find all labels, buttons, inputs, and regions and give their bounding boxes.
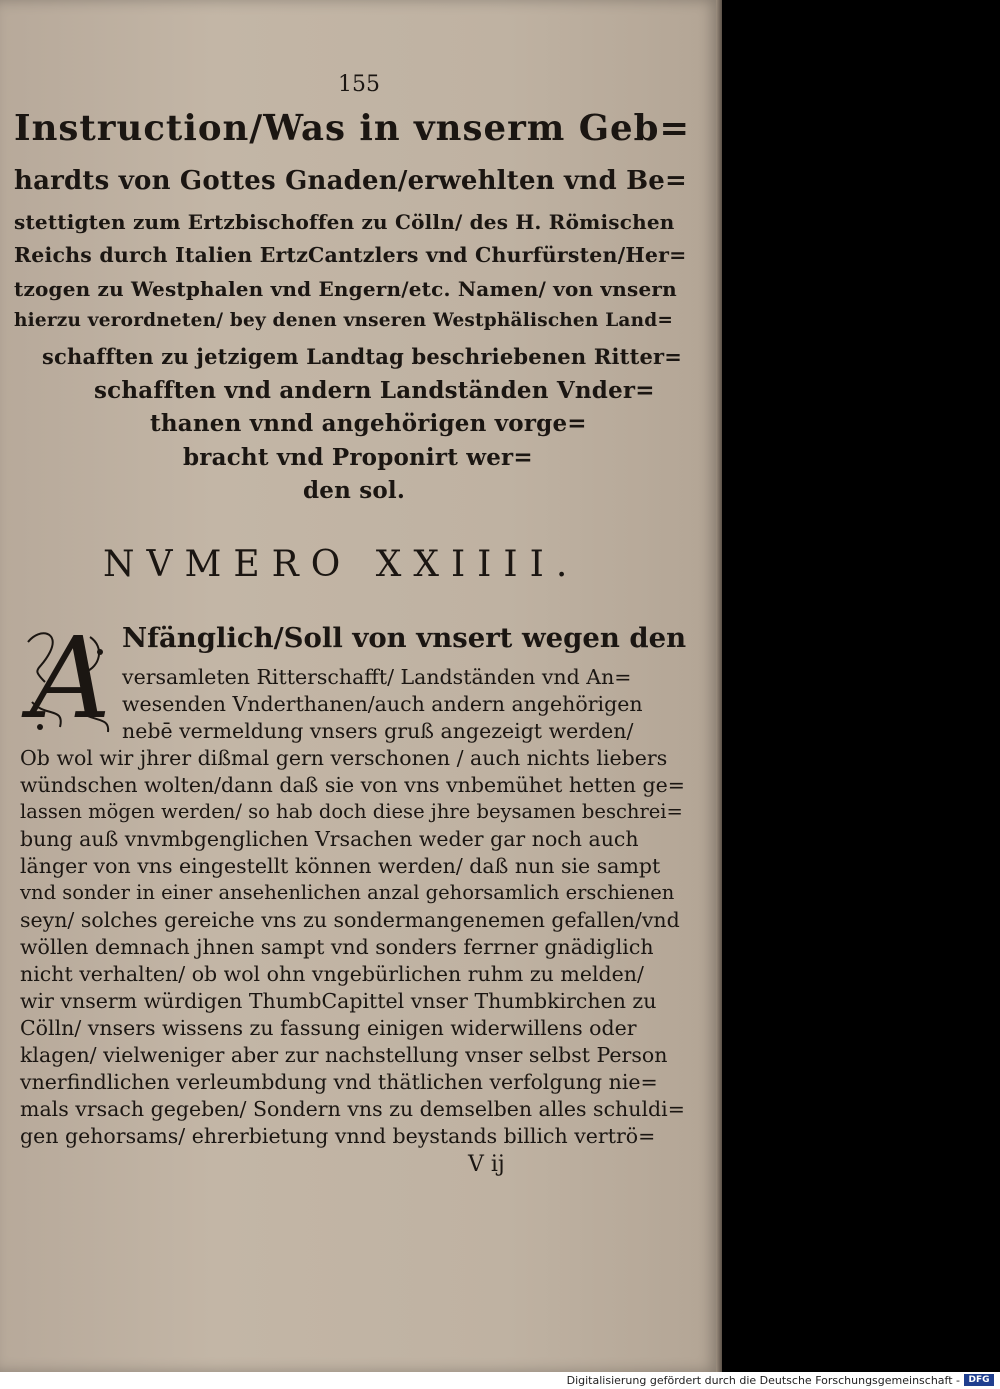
- body-line: länger von vns eingestellt können werden/ daß nun sie sampt: [20, 854, 661, 878]
- body-line: mals vrsach gegeben/ Sondern vns zu demselben alles schuldi=: [20, 1097, 685, 1121]
- title-line: stettigten zum Ertzbischoffen zu Cölln/ des H. Römischen: [14, 210, 675, 234]
- page-number: 155: [338, 72, 380, 97]
- catchword: V ij: [468, 1152, 505, 1177]
- initial-letter: A: [30, 614, 111, 744]
- body-line: wündschen wolten/dann daß sie von vns vnbemühet hetten ge=: [20, 773, 685, 797]
- first-line: Nfänglich/Soll von vnsert wegen den: [122, 622, 687, 654]
- body-line: Ob wol wir jhrer dißmal gern verschonen / auch nichts liebers: [20, 746, 668, 770]
- body-line: nebē vermeldung vnsers gruß angezeigt werden/: [122, 719, 634, 743]
- title-line: schafften vnd andern Landständen Vnder=: [94, 377, 655, 404]
- title-line: Reichs durch Italien ErtzCantzlers vnd Churfürsten/Her=: [14, 243, 687, 267]
- footer-credit: Digitalisierung gefördert durch die Deutsche Forschungsgemeinschaft -: [566, 1374, 960, 1387]
- body-line: wir vnserm würdigen ThumbCapittel vnser Thumbkirchen zu: [20, 989, 657, 1013]
- title-line: bracht vnd Proponirt wer=: [183, 444, 533, 471]
- body-line: vnerfindlichen verleumbdung vnd thätlichen verfolgung nie=: [20, 1070, 658, 1094]
- footer-bar: [0, 1372, 1000, 1389]
- title-line: tzogen zu Westphalen vnd Engern/etc. Namen/ von vnsern: [14, 277, 677, 301]
- title-line: den sol.: [303, 477, 406, 504]
- body-line: nicht verhalten/ ob wol ohn vngebürlichen ruhm zu melden/: [20, 962, 644, 986]
- body-line: wesenden Vnderthanen/auch andern angehörigen: [122, 692, 643, 716]
- body-line: vnd sonder in einer ansehenlichen anzal gehorsamlich erschienen: [20, 881, 675, 904]
- page-edge: [716, 0, 722, 1372]
- title-line: thanen vnnd angehörigen vorge=: [150, 410, 587, 437]
- section-heading: NVMERO XXIIII.: [103, 544, 580, 585]
- title-line: schafften zu jetzigem Landtag beschriebenen Ritter=: [42, 344, 683, 369]
- body-line: gen gehorsams/ ehrerbietung vnnd beystands billich vertrö=: [20, 1124, 656, 1148]
- title-line: Instruction/Was in vnserm Geb=: [14, 108, 691, 149]
- body-line: versamleten Ritterschafft/ Landständen vnd An=: [122, 665, 632, 689]
- body-line: seyn/ solches gereiche vns zu sondermangenemen gefallen/vnd: [20, 908, 680, 932]
- decorated-initial: [20, 614, 118, 744]
- title-line: hardts von Gottes Gnaden/erwehlten vnd Be=: [14, 166, 687, 196]
- title-line: hierzu verordneten/ bey denen vnseren Westphälischen Land=: [14, 310, 674, 331]
- body-line: bung auß vnvmbgenglichen Vrsachen weder gar noch auch: [20, 827, 639, 851]
- body-line: Cölln/ vnsers wissens zu fassung einigen widerwillens oder: [20, 1016, 637, 1040]
- body-line: wöllen demnach jhnen sampt vnd sonders ferrner gnädiglich: [20, 935, 654, 959]
- body-line: klagen/ vielweniger aber zur nachstellung vnser selbst Person: [20, 1043, 668, 1067]
- body-line: lassen mögen werden/ so hab doch diese jhre beysamen beschrei=: [20, 800, 683, 823]
- dfg-logo-icon: DFG: [964, 1374, 994, 1386]
